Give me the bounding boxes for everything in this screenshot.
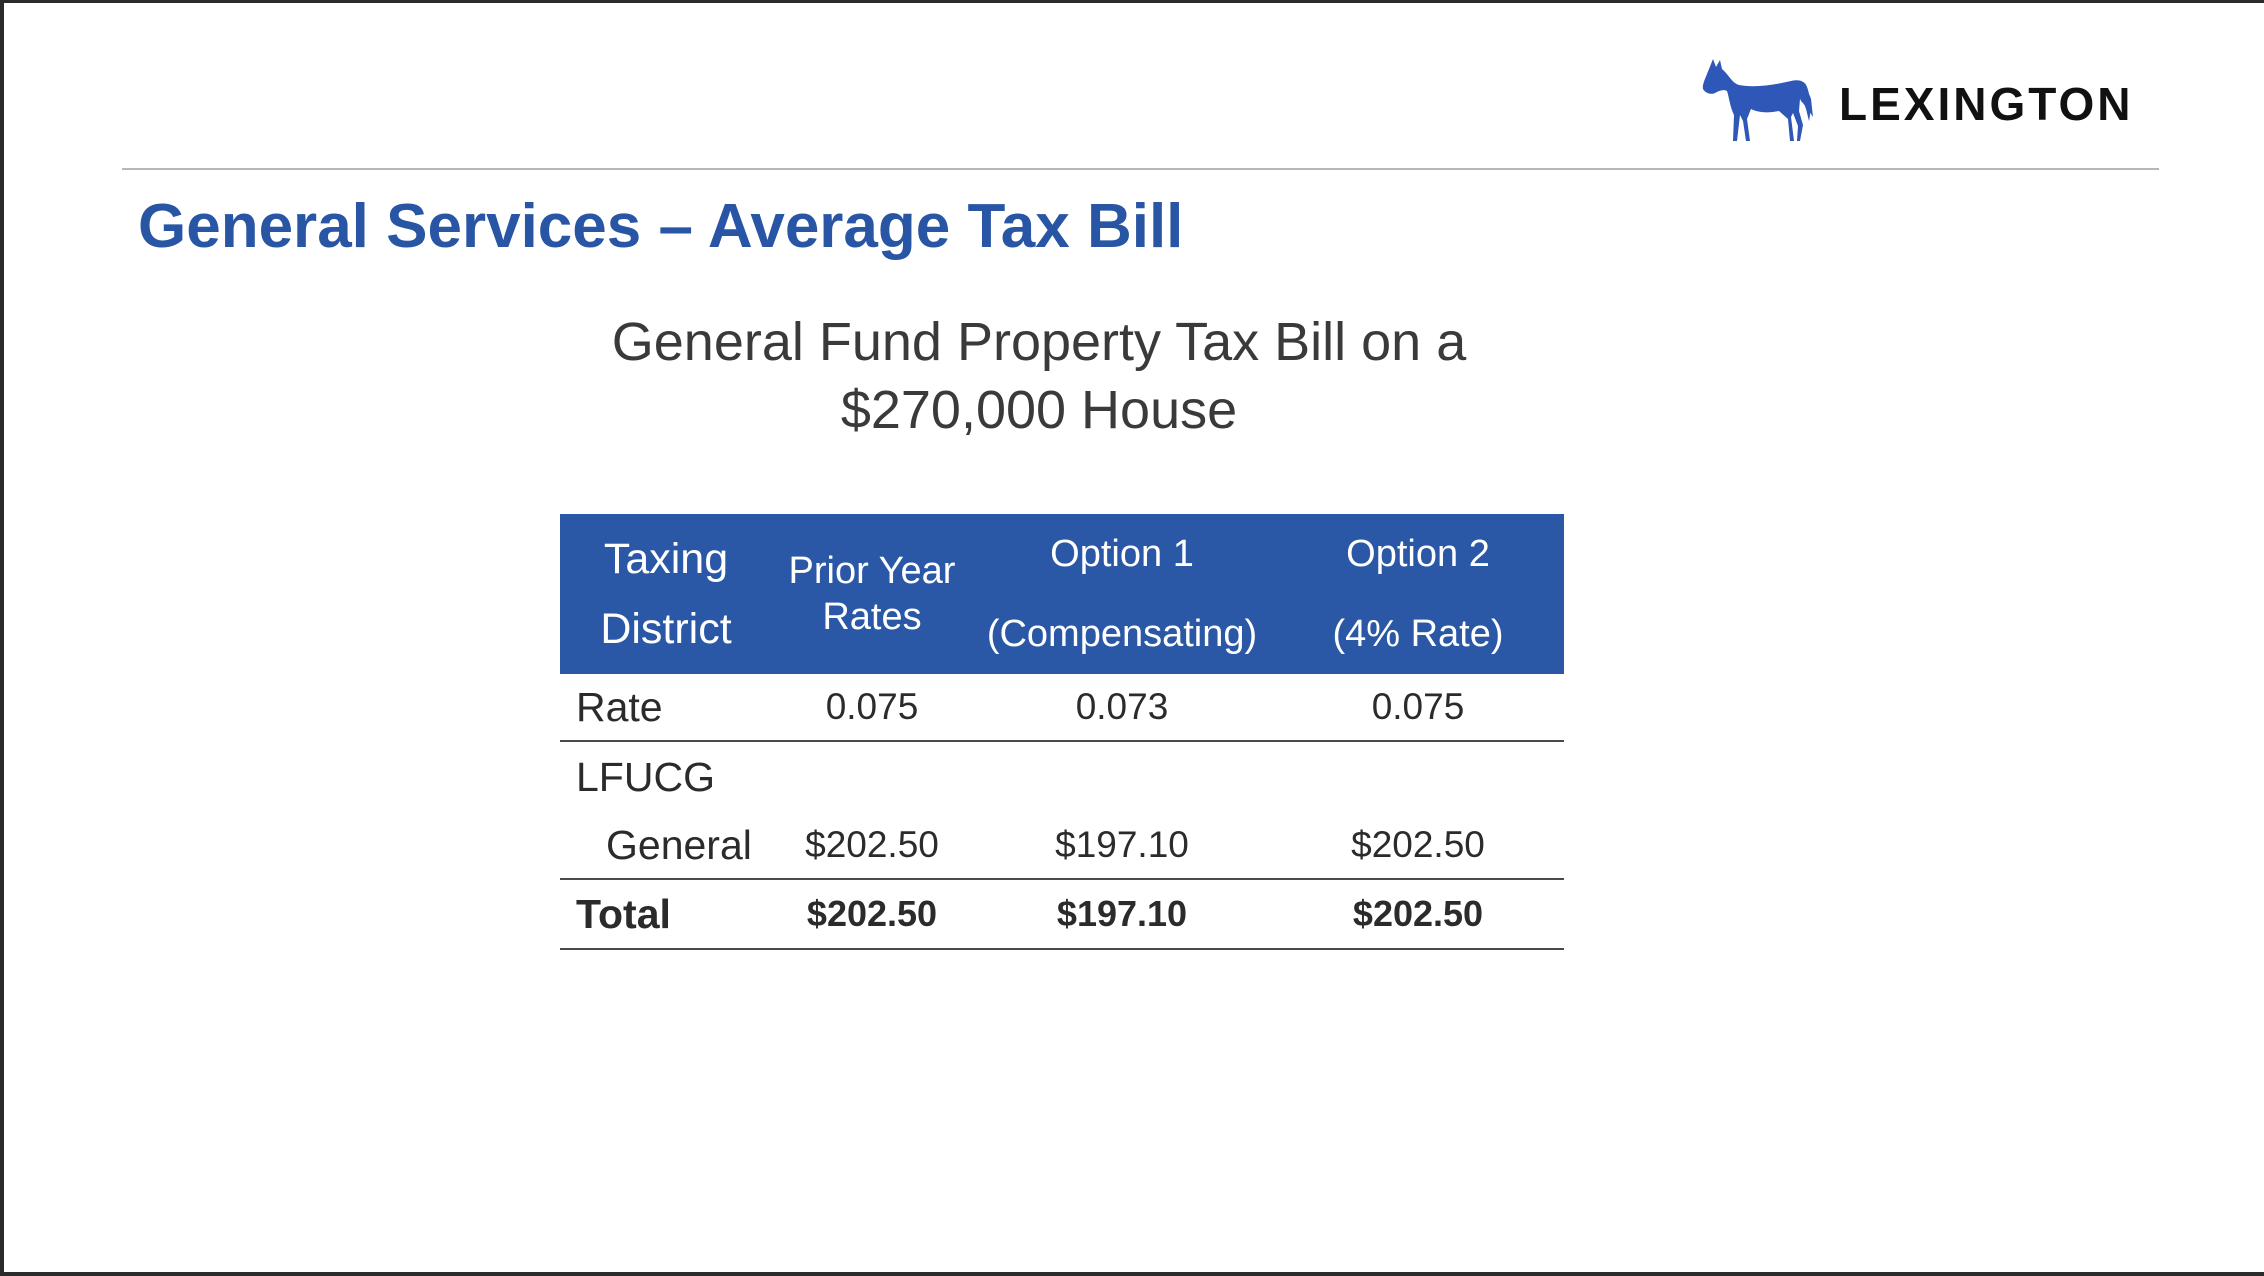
tax-bill-table [560,514,1564,950]
table-row-lfucg [560,741,1564,812]
cell-option-1: $197.10 [972,812,1272,879]
header-text: Prior Year [788,550,956,592]
header-prior-year-rates [772,514,972,674]
row-label: LFUCG [576,753,715,800]
cell-empty [772,741,972,812]
table-header-row [560,514,1564,674]
cell-option-1: 0.073 [972,674,1272,741]
row-label: Rate [560,674,772,741]
header-divider [122,168,2159,170]
cell-empty [1272,741,1564,812]
header-text: District [600,605,732,653]
cell-empty [972,741,1272,812]
cell-option-2: 0.075 [1272,674,1564,741]
caption-line-1: General Fund Property Tax Bill on a [611,312,1467,372]
page-title: General Services – Average Tax Bill [138,192,1184,261]
header-text: Option 1 [1050,533,1194,575]
cell-option-2: $202.50 [1272,879,1564,949]
row-label: Total [560,879,772,949]
header-text: (4% Rate) [1332,613,1504,655]
cell-prior-year: $202.50 [772,879,972,949]
cell-option-1: $197.10 [972,879,1272,949]
table-row-total [560,879,1564,949]
header-text: Rates [822,596,922,638]
header-taxing-district [560,514,772,674]
header-option-1 [972,514,1272,674]
cell-prior-year: $202.50 [772,812,972,879]
table-caption [539,308,1539,444]
table-row-rate [560,674,1564,741]
cell-prior-year: 0.075 [772,674,972,741]
logo-text: LEXINGTON [1839,78,2134,130]
cell-option-2: $202.50 [1272,812,1564,879]
caption-line-2: $270,000 House [840,380,1238,440]
header-option-2 [1272,514,1564,674]
header-text: (Compensating) [986,613,1258,655]
header-text: Option 2 [1346,533,1490,575]
table-row-general [560,812,1564,879]
lexington-logo [1699,55,2134,147]
horse-icon [1699,55,1814,147]
header-text: Taxing [603,535,729,583]
row-label: General [560,812,772,879]
